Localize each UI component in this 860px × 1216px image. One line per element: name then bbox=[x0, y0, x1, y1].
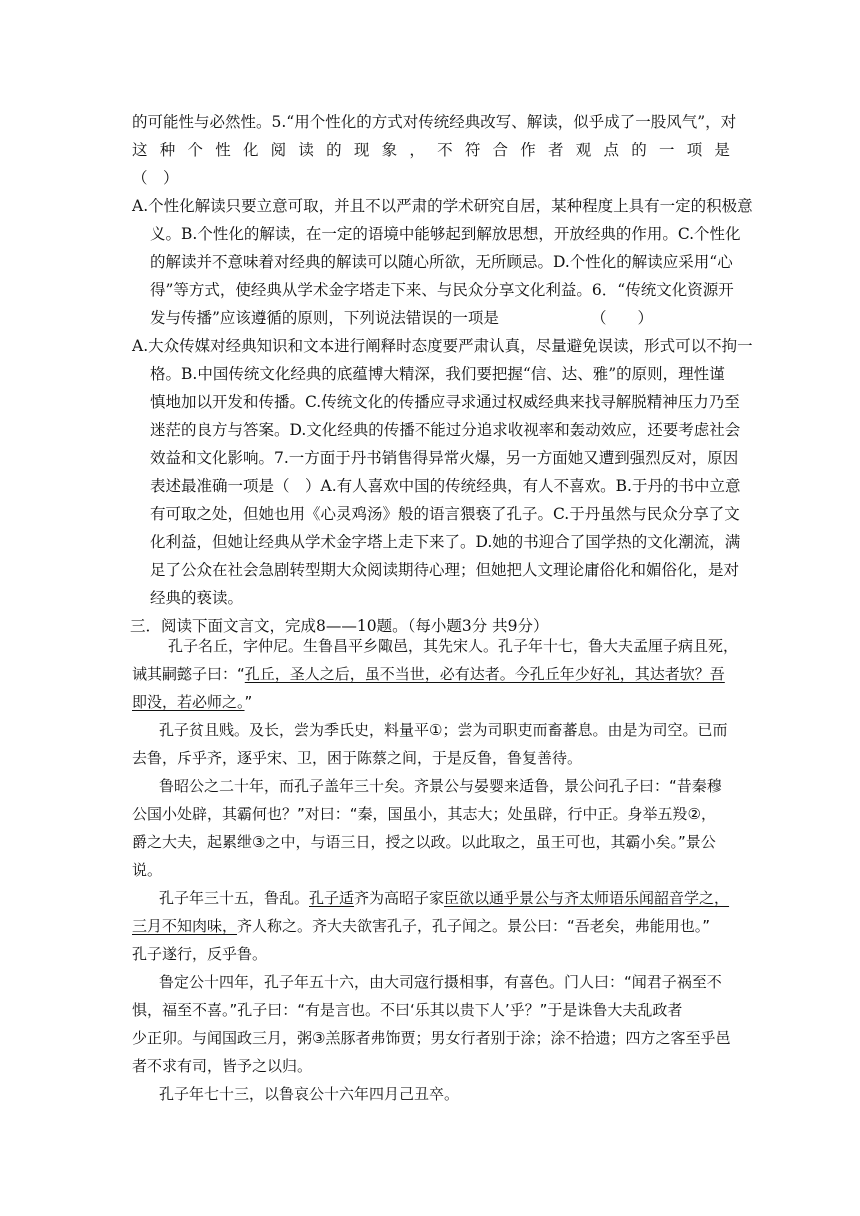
stem-char: 观 bbox=[575, 141, 592, 159]
q7-line: 表述最准确一项是（ ）A.有人喜欢中国的传统经典，有人不喜欢。B.于丹的书中立意 bbox=[150, 477, 741, 495]
passage-line bbox=[132, 912, 730, 940]
stem-char: 合 bbox=[492, 141, 509, 159]
stem-char: 项 bbox=[686, 141, 703, 159]
answer-paren: （ ） bbox=[590, 309, 653, 327]
passage-text: 齐人称之。齐大夫欲害孔子，孔子闻之。景公曰：“吾老矣，弗能用也。” bbox=[237, 917, 711, 935]
q5-option-line: A.个性化解读只要立意可取，并且不以严肃的学术研究自居，某种程度上具有一定的积极意 bbox=[132, 197, 753, 215]
passage-line: 孔子年七十三，以鲁哀公十六年四月己丑卒。 bbox=[159, 1085, 460, 1103]
underlined-sentence: 三月不知肉味， bbox=[132, 917, 238, 935]
q6-option-line: 格。B.中国传统文化经典的底蕴博大精深，我们要把握“信、达、雅”的原则，理性谨 bbox=[150, 365, 725, 383]
answer-paren: （ ） bbox=[132, 169, 179, 187]
classical-passage bbox=[132, 632, 739, 1108]
underlined-sentence: 孔丘，圣人之后，虽不当世，必有达者。今孔丘年少好礼，其达者欤？吾 bbox=[244, 665, 725, 683]
underlined-sentence: 即没，若必师之。 bbox=[132, 693, 245, 711]
stem-char: 一 bbox=[658, 141, 675, 159]
stem-char: 化 bbox=[242, 141, 259, 159]
stem-char: 不 bbox=[437, 141, 453, 159]
stem-char: 是 bbox=[714, 141, 730, 159]
question-5-stem-line bbox=[132, 136, 730, 164]
passage-text: ” bbox=[244, 693, 253, 711]
passage-line: 鲁定公十四年，孔子年五十六，由大司寇行摄相事，有喜色。门人曰：“闻君子祸至不 bbox=[159, 973, 722, 991]
passage-line: 孔子遂行，反乎鲁。 bbox=[132, 945, 268, 963]
stem-char: 阅 bbox=[270, 141, 287, 159]
stem-char: 读 bbox=[298, 141, 314, 159]
passage-line: 孔子名丘，字仲尼。生鲁昌平乡陬邑，其先宋人。孔子年十七，鲁大夫孟厘子病且死， bbox=[168, 637, 739, 655]
passage-line: 者不求有司，皆予之以归。 bbox=[132, 1057, 313, 1075]
stem-char: 的 bbox=[326, 141, 342, 159]
q5-option-line: 的解读并不意味着对经典的解读可以随心所欲，无所顾忌。D.个性化的解读应采用“心 bbox=[150, 253, 733, 271]
passage-text: 齐为高昭子家 bbox=[354, 889, 445, 907]
stem-char: 象 bbox=[381, 141, 398, 159]
passage-line: 少正卯。与闻国政三月，粥③羔豚者弗饰贾；男女行者别于涂；涂不拾遗；四方之客至乎邑 bbox=[132, 1029, 731, 1047]
stem-char: 的 bbox=[631, 141, 647, 159]
stem-char: 符 bbox=[464, 141, 481, 159]
passage-line: 惧，福至不喜。”孔子曰：“有是言也。不曰‘乐其以贵下人’乎？”于是诛鲁大夫乱政者 bbox=[132, 1001, 683, 1019]
question-6-stem-line bbox=[132, 304, 730, 332]
stem-char: 这 bbox=[132, 141, 148, 159]
stem-char: 性 bbox=[215, 141, 231, 159]
q5-option-line: 义。B.个性化的解读，在一定的语境中能够起到解放思想，开放经典的作用。C.个性化 bbox=[150, 225, 741, 243]
passage-line: 孔子贫且贱。及长，尝为季氏史，料量平①；尝为司职吏而畜蕃息。由是为司空。已而 bbox=[159, 721, 728, 739]
reading-questions-block bbox=[130, 108, 753, 640]
q6-option-line: 迷茫的良方与答案。D.文化经典的传播不能过分追求收视率和轰动效应，还要考虑社会 bbox=[150, 421, 741, 439]
underlined-sentence: 臣欲以通乎景公与齐太师语乐闻韶音学之， bbox=[444, 889, 730, 907]
stem-char: 作 bbox=[520, 141, 536, 159]
question-6-stem: 发与传播”应该遵循的原则，下列说法错误的一项是 bbox=[150, 309, 499, 327]
passage-line: 爵之大夫，起累绁③之中，与语三日，授之以政。以此取之，虽王可也，其霸小矣。”景公 bbox=[132, 833, 716, 851]
stem-char: 点 bbox=[603, 141, 619, 159]
stem-char: 现 bbox=[353, 141, 370, 159]
stem-char: 个 bbox=[187, 141, 203, 159]
passage-text: 诫其嗣懿子曰：“ bbox=[132, 665, 245, 683]
passage-line: 鲁昭公之二十年，而孔子盖年三十矣。齐景公与晏婴来适鲁，景公问孔子曰：“昔秦穆 bbox=[159, 777, 722, 795]
passage-text: 孔子年三十五，鲁乱。 bbox=[159, 889, 310, 907]
stem-char: ， bbox=[409, 141, 425, 159]
stem-char: 者 bbox=[548, 141, 564, 159]
underlined-sentence: 孔子适 bbox=[309, 889, 355, 907]
q7-line: 经典的亵读。 bbox=[150, 589, 244, 607]
q7-line: 化利益，但她让经典从学术金字塔上走下来了。D.她的书迎合了国学热的文化潮流，满 bbox=[150, 533, 741, 551]
passage-line: 去鲁，斥乎齐，逐乎宋、卫，困于陈蔡之间，于是反鲁，鲁复善待。 bbox=[132, 749, 583, 767]
passage-line: 说。 bbox=[132, 861, 163, 879]
passage-line: 公国小处辟，其霸何也？”对曰：“秦，国虽小，其志大；处虽辟，行中正。身举五羖②， bbox=[132, 805, 716, 823]
q6-option-line: 慎地加以开发和传播。C.传统文化的传播应寻求通过权威经典来找寻解脱精神压力乃至 bbox=[150, 393, 740, 411]
passage-line bbox=[132, 688, 730, 716]
q6-option-line: A.大众传媒对经典知识和文本进行阐释时态度要严肃认真，尽量避免误读，形式可以不拘一 bbox=[132, 337, 753, 355]
stem-char: 种 bbox=[159, 141, 176, 159]
text-line: 的可能性与必然性。5.“用个性化的方式对传统经典改写、解读，似乎成了一股风气”，对 bbox=[132, 113, 737, 131]
q7-line: 足了公众在社会急剧转型期大众阅读期待心理；但她把人文理论庸俗化和媚俗化，是对 bbox=[150, 561, 740, 579]
q5-option-line: 得”等方式，使经典从学术金字塔走下来、与民众分享文化利益。6．“传统文化资源开 bbox=[150, 281, 734, 299]
q7-line: 效益和文化影响。7.一方面于丹书销售得异常火爆，另一方面她又遭到强烈反对，原因 bbox=[150, 449, 739, 467]
passage-line bbox=[132, 884, 730, 912]
passage-line bbox=[132, 660, 730, 688]
section-3-header: 三．阅读下面文言文，完成8——10题。（每小题3分 共9分） bbox=[130, 617, 549, 635]
q7-line: 有可取之处，但她也用《心灵鸡汤》般的语言猥亵了孔子。C.于丹虽然与民众分享了文 bbox=[150, 505, 740, 523]
